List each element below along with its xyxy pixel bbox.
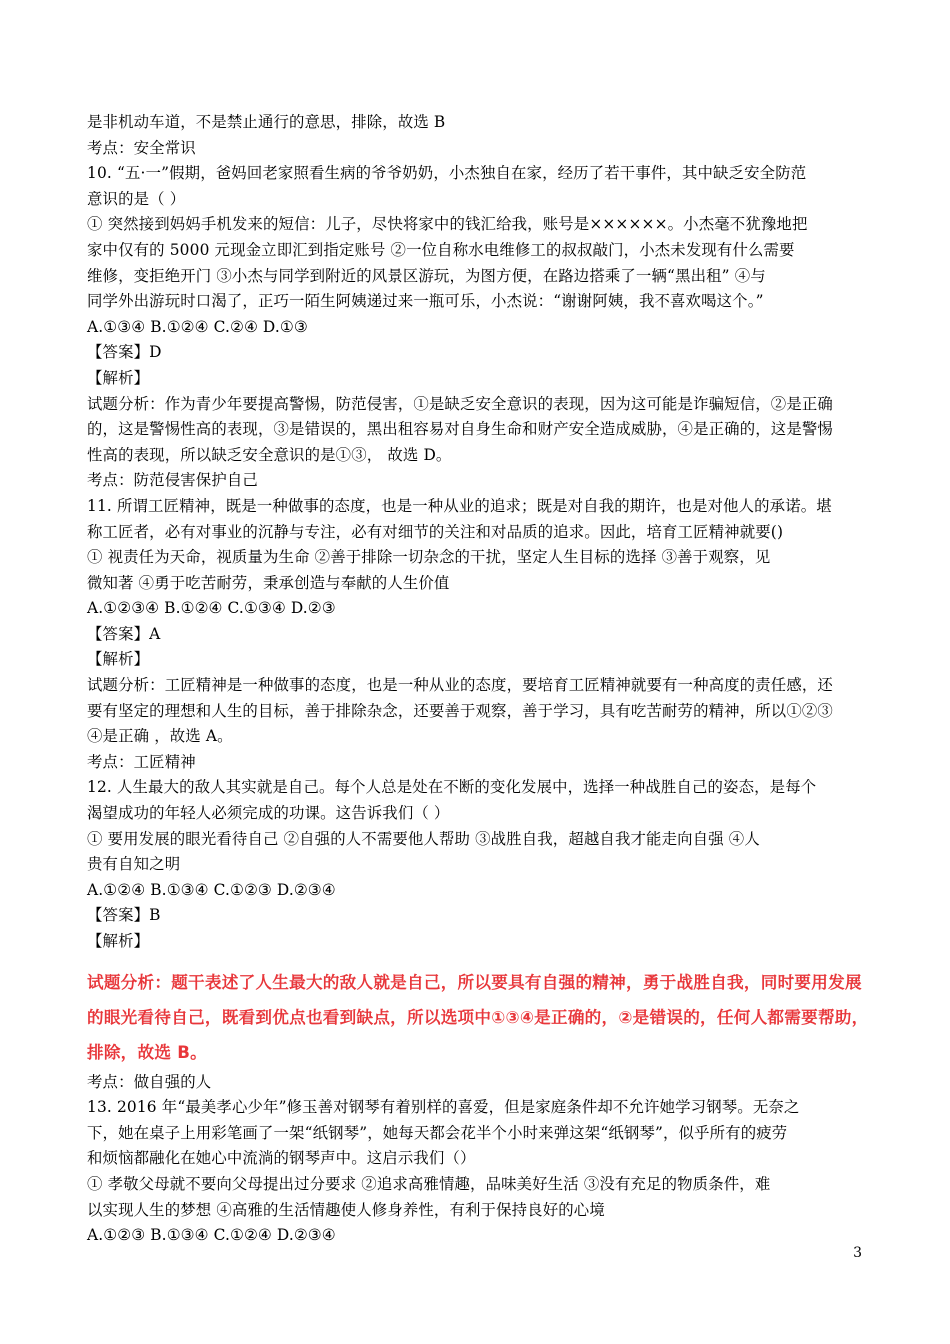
text-line: 家中仅有的 5000 元现金立即汇到指定账号 ②一位自称水电维修工的叔叔敲门，小杰未发现有什么需要 <box>87 240 795 259</box>
text-line: ④是正确 ，故选 A。 <box>87 727 233 746</box>
text-block-after <box>87 1070 866 1249</box>
text-line: 试题分析：工匠精神是一种做事的态度，也是一种从业的态度，要培育工匠精神就要有一种高度的责任感，还 <box>87 676 833 695</box>
text-line: 【答案】A <box>87 624 161 643</box>
text-line: 10. “五·一”假期，爸妈回老家照看生病的爷爷奶奶，小杰独自在家，经历了若干事件，其中缺乏安全防范 <box>87 164 807 183</box>
text-line: 要有坚定的理想和人生的目标，善于排除杂念，还要善于观察，善于学习，具有吃苦耐劳的精神，所以①②③ <box>87 701 833 720</box>
text-line: 【解析】 <box>87 932 150 950</box>
red-text-line: 的眼光看待自己，既看到优点也看到缺点，所以选项中①③④是正确的，②是错误的，任何人都需要帮助， <box>87 1007 869 1027</box>
text-line: ① 要用发展的眼光看待自己 ②自强的人不需要他人帮助 ③战胜自我，超越自我才能走向自强 ④人 <box>87 829 760 848</box>
text-line: ① 孝敬父母就不要向父母提出过分要求 ②追求高雅情趣，品味美好生活 ③没有充足的物质条件，难 <box>87 1174 771 1193</box>
text-line: 同学外出游玩时口渴了，正巧一陌生阿姨递过来一瓶可乐，小杰说：“谢谢阿姨，我不喜欢喝这个。” <box>87 292 764 311</box>
text-line: 试题分析：作为青少年要提高警惕，防范侵害，①是缺乏安全意识的表现，因为这可能是诈骗短信，②是正确 <box>87 394 833 413</box>
text-line: 的，这是警惕性高的表现，③是错误的，黑出租容易对自身生命和财产安全造成威胁，④是正确的，这是警惕 <box>87 420 833 439</box>
text-line: 考点：防范侵害保护自己 <box>87 471 258 490</box>
text-line: 以实现人生的梦想 ④高雅的生活情趣使人修身养性，有利于保持良好的心境 <box>87 1200 605 1219</box>
text-line: 微知著 ④勇于吃苦耐劳，秉承创造与奉献的人生价值 <box>87 573 450 592</box>
text-line: 【解析】 <box>87 368 150 387</box>
text-line: 考点：安全常识 <box>87 138 196 157</box>
text-line: ① 突然接到妈妈手机发来的短信：儿子，尽快将家中的钱汇给我，账号是××××××。小杰毫不犹豫地把 <box>87 215 808 234</box>
text-line: 称工匠者，必有对事业的沉静与专注，必有对细节的关注和对品质的追求。因此，培育工匠精神就要() <box>87 522 784 541</box>
red-text-line: 试题分析：题干表述了人生最大的敌人就是自己，所以要具有自强的精神，勇于战胜自我，同时要用发展 <box>87 972 862 992</box>
text-line: A.①②③ B.①③④ C.①②④ D.②③④ <box>87 1226 336 1245</box>
page-number: 3 <box>853 1245 862 1261</box>
red-text-line: 排除，故选 B。 <box>87 1042 207 1062</box>
text-line: 渴望成功的年轻人必须完成的功课。这告诉我们（ ） <box>87 804 450 823</box>
text-line: 和烦恼都融化在她心中流淌的钢琴声中。这启示我们（） <box>87 1149 476 1168</box>
text-line: 12. 人生最大的敌人其实就是自己。每个人总是处在不断的变化发展中，选择一种战胜自己的姿态，是每个 <box>87 778 817 797</box>
text-line: A.①③④ B.①②④ C.②④ D.①③ <box>87 317 308 336</box>
text-line: 【答案】D <box>87 343 162 362</box>
text-line: 意识的是（ ） <box>87 189 186 208</box>
text-line: 维修，变拒绝开门 ③小杰与同学到附近的风景区游玩，为图方便，在路边搭乘了一辆“黑出租” ④与 <box>87 266 766 285</box>
text-line: 11. 所谓工匠精神，既是一种做事的态度，也是一种从业的追求；既是对自我的期许，也是对他人的承诺。堪 <box>87 496 832 515</box>
text-line: A.①②③④ B.①②④ C.①③④ D.②③ <box>87 599 336 618</box>
text-line: 考点：做自强的人 <box>87 1072 212 1091</box>
text-line: 【解析】 <box>87 650 150 669</box>
text-line: 性高的表现，所以缺乏安全意识的是①③， 故选 D。 <box>87 445 452 464</box>
text-line: ① 视责任为天命，视质量为生命 ②善于排除一切杂念的干扰，坚定人生目标的选择 ③善于观察，见 <box>87 548 771 567</box>
text-line: 考点：工匠精神 <box>87 752 196 771</box>
text-line: 【答案】B <box>87 906 161 925</box>
text-line: 贵有自知之明 <box>87 855 181 874</box>
text-line: A.①②④ B.①③④ C.①②③ D.②③④ <box>87 880 336 899</box>
analysis-highlight-red <box>87 965 869 1070</box>
text-line: 下，她在桌子上用彩笔画了一架“纸钢琴”，她每天都会花半个小时来弹这架“纸钢琴”，似乎所有的疲劳 <box>87 1123 788 1142</box>
text-block-before <box>87 110 866 955</box>
text-line: 13. 2016 年“最美孝心少年”修玉善对钢琴有着别样的喜爱，但是家庭条件却不允许她学习钢琴。无奈之 <box>87 1098 800 1117</box>
text-line: 是非机动车道，不是禁止通行的意思，排除，故选 B <box>87 113 446 131</box>
